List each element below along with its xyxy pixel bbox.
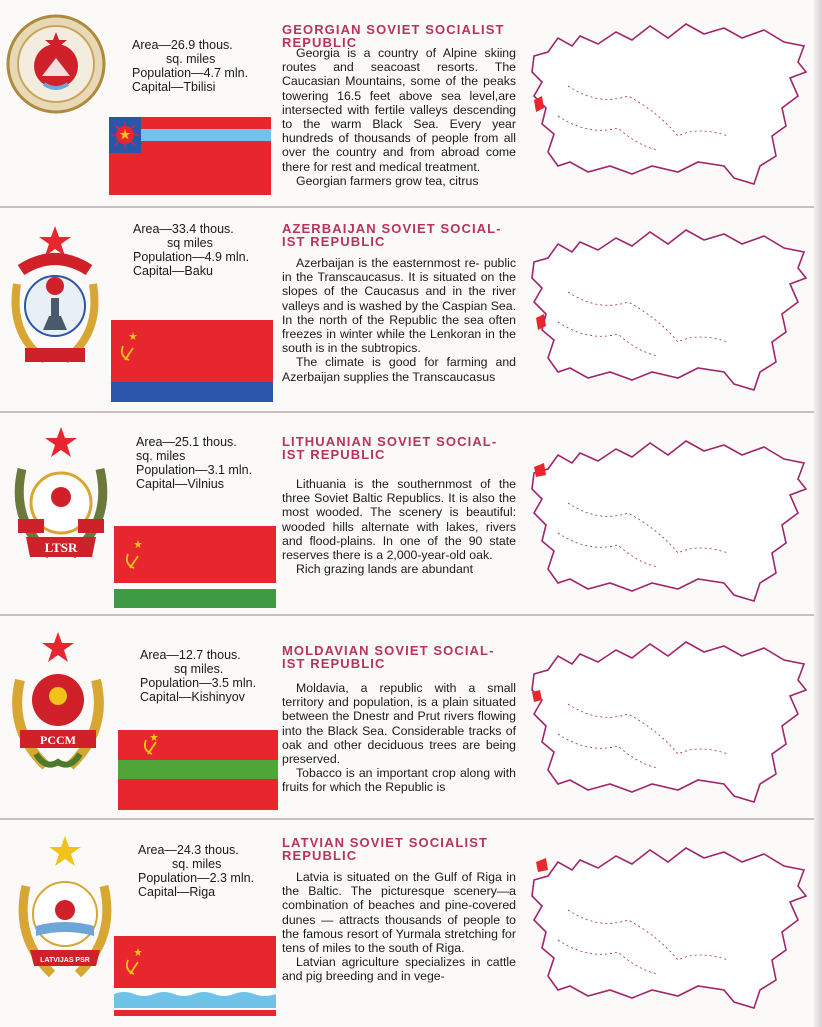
ussr-map-icon (528, 840, 813, 1020)
description-paragraph: Georgian farmers grow tea, citrus (296, 173, 479, 188)
area-label: Area—33.4 thous. (133, 222, 234, 236)
moldavia-emblem-icon (6, 630, 110, 780)
description-paragraph: Tobacco is an important crop along with fruits for which the Republic is (282, 766, 516, 795)
moldavia-flag (117, 730, 279, 810)
republic-card-georgia (0, 0, 822, 208)
latvia-flag (114, 936, 276, 1016)
area-label: Area—25.1 thous. (136, 435, 237, 449)
republic-title: LATVIAN SOVIET SOCIALIST REPUBLIC (282, 835, 489, 863)
republic-title: AZERBAIJAN SOVIET SOCIAL- IST REPUBLIC (282, 221, 502, 249)
area-label: Area—24.3 thous. (138, 843, 239, 857)
azerbaijan-flag (111, 320, 273, 402)
description-paragraph: Latvia is situated on the Gulf of Riga in the Baltic. The picturesque scenery—a combination of beaches and pine-covered dunes — attracts thousands of people to the famous resort of Yurmala stretching for tens of miles to the south of Riga. (282, 870, 516, 956)
description-paragraph: The climate is good for farming and Azerbaijan supplies the Transcaucasus (282, 355, 516, 384)
emblem-text: LATVIJAS PSR (40, 957, 90, 964)
area-unit: sq. miles (172, 857, 222, 871)
population-label: Population—4.9 mln. (133, 250, 250, 264)
population-label: Population—3.1 mln. (136, 463, 253, 477)
ussr-map-icon (528, 222, 813, 402)
area-label: Area—12.7 thous. (140, 648, 241, 662)
republic-description (282, 256, 516, 384)
georgia-flag (109, 117, 271, 195)
republic-stats (136, 435, 252, 491)
republic-card-moldavia (0, 616, 822, 820)
description-paragraph: Azerbaijan is the easternmost re- public in the Transcaucasus. It is situated on the slopes of the Caucasus and in the river valleys and is washed by the Caspian Sea. In the north of the Republic the sea often freezes in winter while the Lenkoran in the south is in the subtropics. (282, 256, 516, 356)
lithuania-emblem-icon (8, 425, 114, 575)
republic-description (282, 46, 516, 188)
population-label: Population—4.7 mln. (132, 66, 249, 80)
lithuania-flag (114, 526, 276, 608)
population-label: Population—3.5 mln. (140, 676, 257, 690)
ussr-map-icon (528, 634, 813, 814)
capital-label: Capital—Riga (138, 885, 216, 899)
latvia-emblem-icon (12, 834, 118, 994)
capital-label: Capital—Kishinyov (140, 690, 245, 704)
emblem-text: LTSR (44, 540, 78, 555)
description-paragraph: Moldavia, a republic with a small territory and population, is a plain situated between the Dnestr and Prut rivers flowing into the Black Sea. Considerable tracks of oak and other deciduous trees are being preserved. (282, 681, 516, 767)
republic-title: LITHUANIAN SOVIET SOCIAL- IST REPUBLIC (282, 434, 498, 462)
capital-label: Capital—Baku (133, 264, 213, 278)
republic-description (282, 681, 516, 795)
area-unit: sq miles. (174, 662, 224, 676)
area-label: Area—26.9 thous. (132, 38, 233, 52)
republic-title: MOLDAVIAN SOVIET SOCIAL- IST REPUBLIC (282, 643, 495, 671)
republic-stats (140, 648, 256, 704)
page-edge (814, 0, 822, 1027)
republic-stats (133, 222, 249, 278)
area-unit: sq. miles (136, 449, 186, 463)
republic-stats (138, 843, 254, 899)
azerbaijan-emblem-icon (5, 224, 105, 374)
georgia-emblem-icon (6, 14, 106, 114)
ussr-map-icon (528, 433, 813, 613)
republic-card-azerbaijan (0, 208, 822, 413)
republic-description (282, 870, 516, 984)
area-unit: sq miles (167, 236, 213, 250)
republic-card-latvia (0, 820, 822, 1027)
area-unit: sq. miles (166, 52, 216, 66)
capital-label: Capital—Vilnius (136, 477, 225, 491)
emblem-text: PCCM (40, 733, 76, 747)
description-paragraph: Latvian agriculture specializes in cattle and pig breeding and in vege- (282, 955, 516, 984)
capital-label: Capital—Tbilisi (132, 80, 216, 94)
ussr-map-icon (528, 16, 813, 196)
description-paragraph: Georgia is a country of Alpine skiing routes and seacoast resorts. The Caucasian Mountains, some of the peaks towering 16.5 feet above sea level,are intersected with fertile valleys descending to the warm Black Sea. Every year hundreds of thousands of people from all over the country and from abroad come there for rest and medical treatment. (282, 46, 516, 174)
description-paragraph: Lithuania is the southernmost of the three Soviet Baltic Republics. It is also the most wooded. The scenery is beautiful: wooded hills alternate with lakes, rivers and flood-plains. In one of the 90 state reserves there is a 2,000-year-old oak. (282, 477, 516, 563)
republic-description (282, 477, 516, 576)
population-label: Population—2.3 mln. (138, 871, 255, 885)
republic-highlight (534, 463, 546, 477)
republic-highlight (536, 858, 548, 872)
republic-stats (132, 38, 248, 94)
republic-card-lithuania (0, 413, 822, 616)
description-paragraph: Rich grazing lands are abundant (296, 562, 474, 577)
republic-title: GEORGIAN SOVIET SOCIALIST REPUBLIC (282, 22, 505, 50)
